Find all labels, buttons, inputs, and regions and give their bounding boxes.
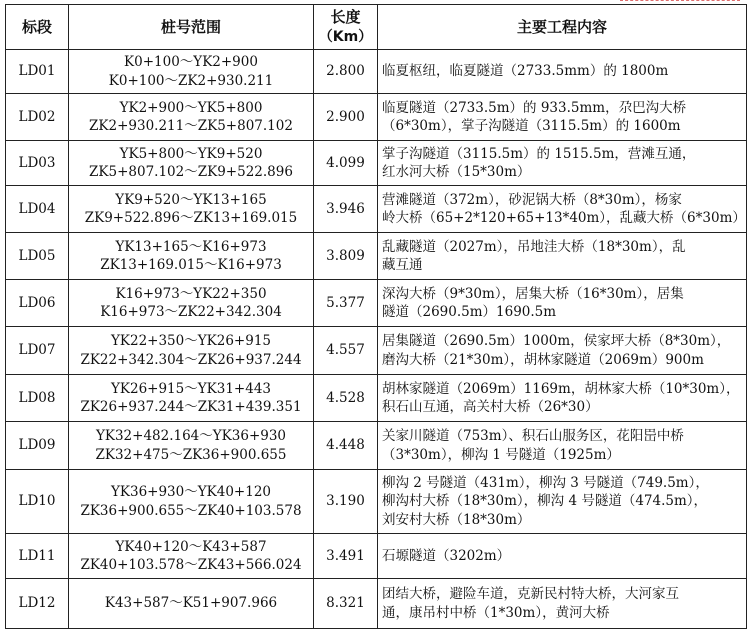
stake-range-cell	[69, 94, 314, 141]
table-row	[6, 422, 747, 470]
length-cell: 4.528	[314, 375, 378, 422]
section-code-cell: LD07	[6, 327, 69, 375]
stake-range-line: YK26+915～YK31+443	[110, 380, 271, 397]
section-code-cell: LD08	[6, 375, 69, 422]
work-content-cell	[378, 534, 747, 579]
work-content-line: 胡林家隧道（2069m）1169m，胡林家大桥（10*30m），	[382, 380, 740, 397]
header-row	[6, 5, 747, 50]
stake-range-line: ZK9+522.896～ZK13+169.015	[84, 210, 298, 226]
stake-range-line: YK2+900～YK5+800	[119, 99, 263, 116]
section-code-cell: LD01	[6, 50, 69, 94]
header-length-unit: （Km）	[318, 28, 373, 45]
work-content-line: 营滩隧道（372m），砂泥锅大桥（8*30m），杨家	[382, 191, 682, 208]
stake-range-line: YK32+482.164～YK36+930	[95, 428, 287, 445]
stake-range-cell	[69, 50, 314, 94]
stake-range-line: K0+100～YK2+900	[124, 54, 258, 71]
table-row	[6, 534, 747, 579]
work-content-line: （6*30m），掌子沟隧道（3115.5m）的 1600m	[382, 118, 681, 134]
work-content-cell	[378, 50, 747, 94]
work-content-line: 隧道（2690.5m）1690.5m	[382, 304, 557, 320]
work-content-cell	[378, 280, 747, 327]
work-content-line: 关家川隧道（753m）、积石山服务区，花阳岊中桥	[382, 428, 684, 445]
section-code-cell: LD09	[6, 422, 69, 470]
table-row	[6, 186, 747, 233]
work-content-line: 柳沟村大桥（18*30m），柳沟 4 号隧道（474.5m），	[382, 493, 708, 510]
section-code-cell: LD04	[6, 186, 69, 233]
stake-range-cell	[69, 422, 314, 470]
stake-range-line: ZK5+807.102～ZK9+522.896	[89, 164, 293, 180]
stake-range-line: ZK32+475～ZK36+900.655	[95, 446, 287, 463]
stake-range-line: YK36+930～YK40+120	[110, 484, 271, 501]
header-content: 主要工程内容	[378, 5, 747, 50]
work-content-line: 掌子沟隧道（3115.5m）的 1515.5m，营滩互通，	[382, 145, 696, 162]
work-content-line: 深沟大桥（9*30m），居集大桥（16*30m），居集	[382, 285, 684, 302]
work-content-line: 临夏枢纽，临夏隧道（2733.5mm）的 1800m	[382, 63, 669, 80]
length-cell: 3.190	[314, 470, 378, 534]
stake-range-line: ZK40+103.578～ZK43+566.024	[80, 557, 302, 573]
section-code-cell: LD10	[6, 470, 69, 534]
table-body	[6, 50, 747, 629]
stake-range-line: YK40+120～K43+587	[115, 538, 267, 555]
length-cell: 3.809	[314, 233, 378, 280]
stake-range-cell	[69, 186, 314, 233]
header-stake-range: 桩号范围	[69, 5, 314, 50]
work-content-line: 刘安村大桥（18*30m）	[382, 511, 531, 528]
table-row	[6, 470, 747, 534]
section-code-cell: LD02	[6, 94, 69, 141]
stake-range-cell	[69, 327, 314, 375]
section-code-cell: LD11	[6, 534, 69, 579]
stake-range-cell	[69, 470, 314, 534]
stake-range-line: K16+973～YK22+350	[115, 285, 267, 302]
section-code-cell: LD06	[6, 280, 69, 327]
section-code-cell: LD05	[6, 233, 69, 280]
stake-range-line: K43+587～K51+907.966	[104, 595, 278, 612]
length-cell: 2.900	[314, 94, 378, 141]
header-length	[314, 5, 378, 50]
table-row	[6, 280, 747, 327]
stake-range-cell	[69, 233, 314, 280]
work-content-line: 石塬隧道（3202m）	[382, 547, 511, 564]
stake-range-line: YK13+165～K16+973	[115, 238, 267, 255]
length-cell: 5.377	[314, 280, 378, 327]
work-content-line: 临夏隧道（2733.5m）的 933.5mm，尕巴沟大桥	[382, 99, 687, 116]
work-content-cell	[378, 94, 747, 141]
work-content-line: 通，康吊村中桥（1*30m），黄河大桥	[382, 604, 610, 621]
work-content-cell	[378, 579, 747, 629]
header-length-label: 长度	[330, 8, 361, 27]
stake-range-line: YK22+350～YK26+915	[110, 333, 271, 350]
table-row	[6, 327, 747, 375]
work-content-cell	[378, 186, 747, 233]
table-row	[6, 233, 747, 280]
work-content-line: （3*30m），柳沟 1 号隧道（1925m）	[382, 446, 620, 463]
work-content-line: 红水河大桥（15*30m）	[382, 164, 531, 180]
section-table	[5, 4, 747, 629]
work-content-line: 乱藏隧道（2027m），吊地洼大桥（18*30m），乱	[382, 238, 686, 255]
work-content-line: 柳沟 2 号隧道（431m），柳沟 3 号隧道（749.5m），	[382, 475, 709, 492]
table-row	[6, 141, 747, 186]
work-content-cell	[378, 470, 747, 534]
stake-range-cell	[69, 141, 314, 186]
work-content-line: 磨沟大桥（21*30m），胡林家隧道（2069m）900m	[382, 351, 704, 368]
section-code-cell: LD03	[6, 141, 69, 186]
work-content-line: 居集隧道（2690.5m）1000m，侯家坪大桥（8*30m），	[382, 333, 731, 350]
work-content-cell	[378, 141, 747, 186]
stake-range-line: ZK13+169.015～K16+973	[100, 257, 282, 273]
stake-range-cell	[69, 375, 314, 422]
stake-range-line: ZK26+937.244～ZK31+439.351	[80, 399, 302, 415]
stake-range-line: K0+100～ZK2+930.211	[108, 72, 274, 89]
stake-range-line: YK9+520～YK13+165	[115, 191, 267, 208]
work-content-cell	[378, 327, 747, 375]
stake-range-line: ZK36+900.655～ZK40+103.578	[80, 502, 302, 519]
length-cell: 4.448	[314, 422, 378, 470]
header-section: 标段	[6, 5, 69, 50]
stake-range-line: ZK2+930.211～ZK5+807.102	[89, 118, 293, 134]
work-content-cell	[378, 375, 747, 422]
length-cell: 4.557	[314, 327, 378, 375]
length-cell: 4.099	[314, 141, 378, 186]
table-row	[6, 94, 747, 141]
stake-range-line: YK5+800～YK9+520	[119, 145, 263, 162]
stake-range-cell	[69, 280, 314, 327]
section-code-cell: LD12	[6, 579, 69, 629]
length-cell: 3.946	[314, 186, 378, 233]
stake-range-line: K16+973～ZK22+342.304	[100, 304, 282, 320]
length-cell: 2.800	[314, 50, 378, 94]
length-cell: 3.491	[314, 534, 378, 579]
work-content-cell	[378, 233, 747, 280]
work-content-line: 岭大桥（65+2*120+65+13*40m），乱藏大桥（6*30m）	[382, 210, 746, 226]
table-row	[6, 375, 747, 422]
work-content-line: 团结大桥，避险车道，克新民村特大桥，大河家互	[382, 586, 679, 603]
table-row	[6, 50, 747, 94]
work-content-line: 积石山互通，高关村大桥（26*30）	[382, 399, 599, 415]
stake-range-line: ZK22+342.304～ZK26+937.244	[80, 351, 302, 368]
work-content-cell	[378, 422, 747, 470]
length-cell: 8.321	[314, 579, 378, 629]
stake-range-cell	[69, 534, 314, 579]
table-row	[6, 579, 747, 629]
stake-range-cell	[69, 579, 314, 629]
work-content-line: 藏互通	[382, 257, 423, 273]
